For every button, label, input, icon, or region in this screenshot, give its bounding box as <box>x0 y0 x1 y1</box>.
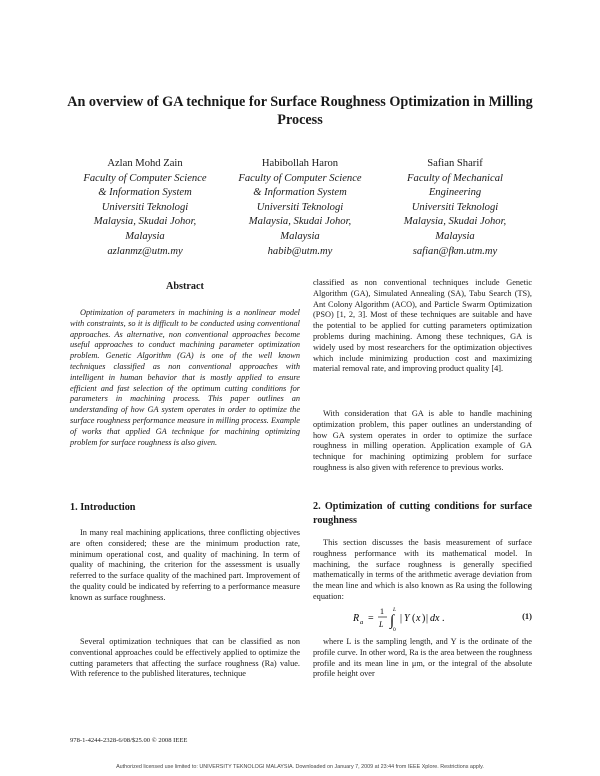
author-affiliation-line: & Information System <box>98 187 192 199</box>
right-column-paragraph-1: classified as non conventional techniques include Genetic Algorithm (GA), Simulated Annealing (SA), Tabu Search (TS), Ant Colony Algorithm (ACO), and Particle Swarm Optimization (PSO) [1, 2, 3]. Most of these techniques are suitable and have the potential to be applied for cutting parameters optimization problems during machining. Among these techniques, GA is widely used by most researchers for the optimization objectives which include minimizing production cost and maximizing material removal rate, and improving product quality [4]. <box>313 278 532 374</box>
author-affiliation-line: Universiti Teknologi <box>256 201 344 213</box>
author-block-3 <box>370 157 540 259</box>
author-block-2 <box>215 157 385 259</box>
author-affiliation-line: Universiti Teknologi <box>101 201 189 213</box>
svg-text:Y: Y <box>404 613 410 624</box>
author-affiliation-line: Malaysia, Skudai Johor, <box>248 216 352 228</box>
right-column-paragraph-2: With consideration that GA is able to handle machining optimization problem, this paper outlines an understanding of how GA system operates in order to optimize the surface roughness in milling operation. Application example of GA technique for machining optimizing problem for surface roughness is also given with reference to previous works. <box>313 409 532 472</box>
abstract-text: Optimization of parameters in machining is a nonlinear model with constraints, so it is difficult to be conducted using conventional approaches. As alternative, non conventional approaches become useful approaches to conduct machining parameter optimization problem. Genetic Algorithm (GA) is one of the well known techniques classified as non conventional approaches with intelligent in human behavior that is mostly applied to ensure efficient and fast selection of the optimum cutting conditions for parameters in machining process. This paper outlines an understanding of how GA system operates in order to optimize the surface roughness performance measure in milling process. Example of works that applied GA technique for machining optimizing problem for surface roughness is also given. <box>70 308 300 447</box>
author-affiliation-line: Malaysia <box>280 230 320 242</box>
svg-text:=: = <box>368 613 374 624</box>
author-affiliation-line: Universiti Teknologi <box>411 201 499 213</box>
author-name: Safian Sharif <box>427 158 483 169</box>
svg-text:0: 0 <box>393 627 396 633</box>
svg-text:a: a <box>360 619 364 626</box>
author-email[interactable]: safian@fkm.utm.my <box>412 245 498 257</box>
isbn-footer: 978-1-4244-2328-6/08/$25.00 © 2008 IEEE <box>70 737 188 744</box>
svg-text:∫: ∫ <box>390 613 395 629</box>
equation-1 <box>313 604 532 632</box>
equation-formula <box>353 604 483 634</box>
author-affiliation-line: Engineering <box>428 187 482 199</box>
svg-text:): ) <box>422 613 426 624</box>
author-affiliation-line: Malaysia, Skudai Johor, <box>93 216 197 228</box>
license-footer: Authorized licensed use limited to: UNIVERSITY TEKNOLOGI MALAYSIA. Downloaded on January 7, 2009 at 23:44 from IEEE Xplore. Restrictions apply. <box>116 764 484 770</box>
svg-text:.: . <box>442 613 445 624</box>
svg-text:|: | <box>426 613 429 624</box>
svg-text:L: L <box>379 620 384 629</box>
section-heading-introduction: 1. Introduction <box>70 502 136 513</box>
svg-text:|: | <box>400 613 403 624</box>
svg-text:x: x <box>416 613 421 624</box>
section-heading-2: 2. Optimization of cutting conditions for surface roughness <box>313 501 532 526</box>
intro-paragraph-1: In many real machining applications, three conflicting objectives are often considered; these are the minimum production rate, minimum operational cost, and quality of machining. In term of quality of machining, the criterion for the assessment is usually referred to the surface quality of the machined part. Improvement of the quality could be indicated by referring to a performance measure known as surface roughness. <box>70 528 300 602</box>
author-name: Azlan Mohd Zain <box>107 158 183 169</box>
author-affiliation-line: Faculty of Mechanical <box>407 172 503 184</box>
author-affiliation-line: Malaysia <box>435 230 475 242</box>
paper-title: An overview of GA technique for Surface Roughness Optimization in Milling Process <box>67 94 533 128</box>
svg-text:L: L <box>393 607 397 613</box>
author-name: Habibollah Haron <box>261 158 339 169</box>
intro-paragraph-2: Several optimization techniques that can be classified as non conventional approaches could be effectively applied to optimize the cutting parameters that affecting the surface roughness (Ra) value. With reference to the published literatures, technique <box>70 637 300 679</box>
svg-text:(: ( <box>412 613 416 624</box>
author-email[interactable]: azlanmz@utm.my <box>107 245 183 257</box>
author-email[interactable]: habib@utm.my <box>267 245 333 257</box>
author-affiliation-line: Faculty of Computer Science <box>83 172 207 184</box>
svg-text:dx: dx <box>430 613 440 624</box>
svg-text:R: R <box>353 613 360 624</box>
author-affiliation-line: & Information System <box>253 187 347 199</box>
section2-paragraph-2: where L is the sampling length, and Y is the ordinate of the profile curve. In other word, Ra is the area between the roughness profile and its mean line in μm, or the integral of the absolute profile height over <box>313 637 532 679</box>
author-affiliation-line: Faculty of Computer Science <box>238 172 362 184</box>
author-affiliation-line: Malaysia <box>125 230 165 242</box>
equation-number: (1) <box>522 611 532 621</box>
svg-text:1: 1 <box>380 607 384 616</box>
author-affiliation-line: Malaysia, Skudai Johor, <box>403 216 507 228</box>
abstract-heading: Abstract <box>166 281 204 292</box>
section2-paragraph-1: This section discusses the basis measurement of surface roughness performance with its mathematical model. In machining, the surface roughness is generally specified mathematically in terms of the arithmetic average deviation from the mean line and which is also known as Ra using the following equation: <box>313 538 532 601</box>
author-block-1 <box>60 157 230 259</box>
